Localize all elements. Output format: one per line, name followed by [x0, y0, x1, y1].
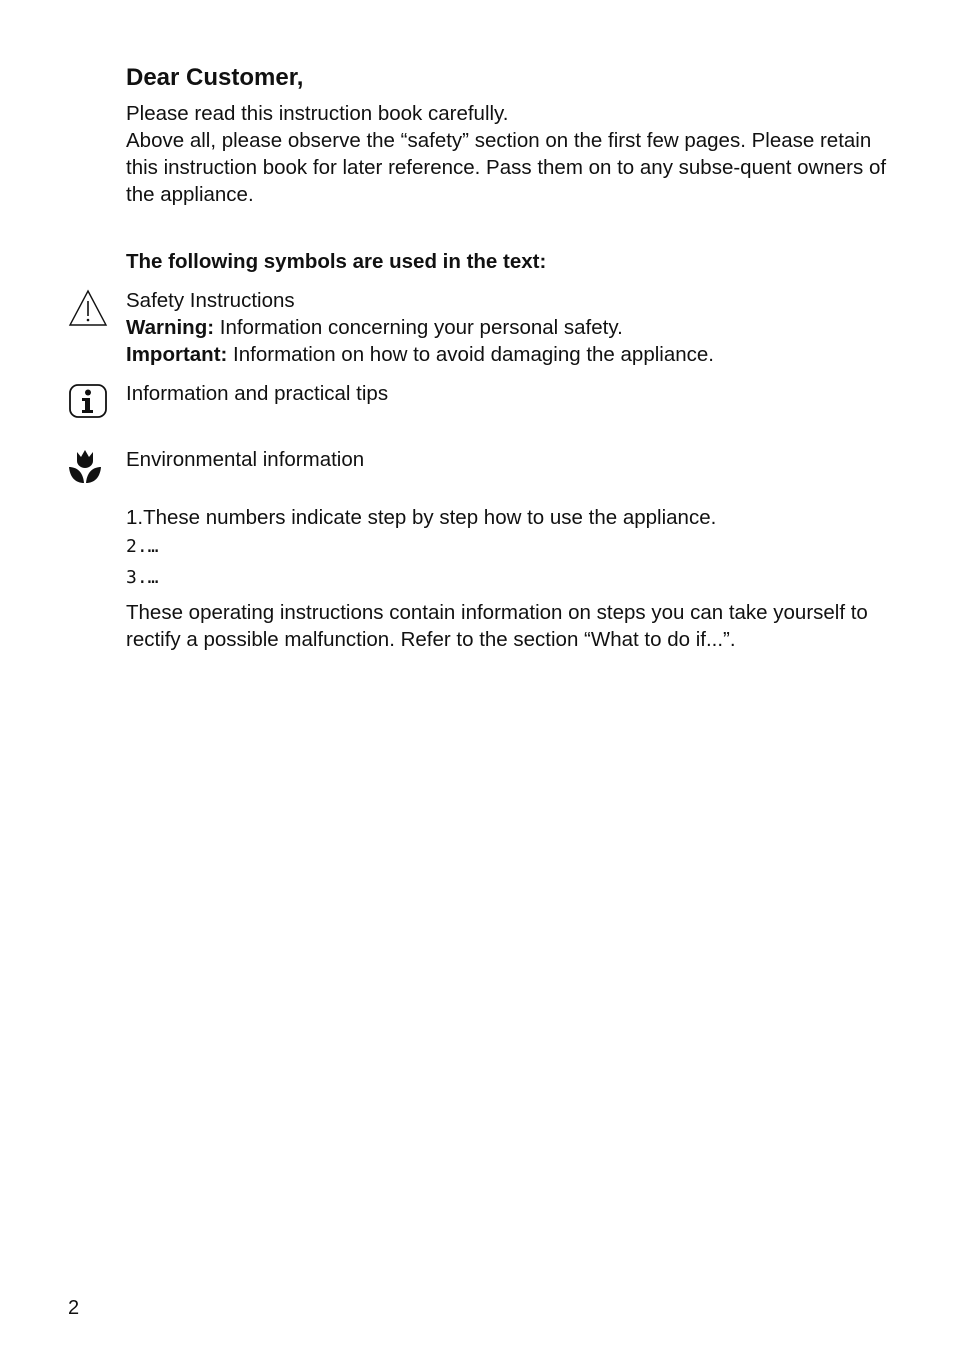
steps-list: [126, 504, 896, 593]
warning-line: [126, 314, 896, 341]
closing-paragraph: These operating instructions contain information on steps you can take yourself to rectify a possible malfunction. Refer to the section “What to do if...”.: [126, 601, 868, 651]
warning-text: Information concerning your personal safety.: [214, 316, 623, 339]
warning-triangle-icon: [68, 289, 108, 329]
intro-line-1: Please read this instruction book carefully.: [126, 102, 509, 125]
environmental-info: [126, 446, 896, 473]
intro-paragraph: [126, 100, 896, 208]
page-number: 2: [68, 1297, 80, 1319]
warning-label: Warning:: [126, 316, 215, 339]
important-text: Information on how to avoid damaging the appliance.: [227, 343, 714, 366]
safety-instructions: [126, 287, 896, 368]
important-line: [126, 341, 896, 368]
safety-title: Safety Instructions: [126, 289, 295, 312]
step-1: 1.These numbers indicate step by step how to use the appliance.: [126, 506, 717, 529]
step-3: 3.…: [126, 567, 159, 588]
intro-line-2: Above all, please observe the “safety” section on the first few pages. Please retain this instruction book for later reference. Pass them on to any subse-quent owners of the appliance.: [126, 129, 887, 206]
info-tips: [126, 380, 896, 407]
page-heading: Dear Customer,: [126, 64, 304, 91]
step-2: 2.…: [126, 536, 159, 557]
info-icon: [68, 382, 108, 422]
symbols-heading: The following symbols are used in the text:: [126, 250, 547, 273]
info-text: Information and practical tips: [126, 382, 389, 405]
environment-text: Environmental information: [126, 448, 365, 471]
important-label: Important:: [126, 343, 228, 366]
environment-flower-icon: [68, 446, 108, 486]
